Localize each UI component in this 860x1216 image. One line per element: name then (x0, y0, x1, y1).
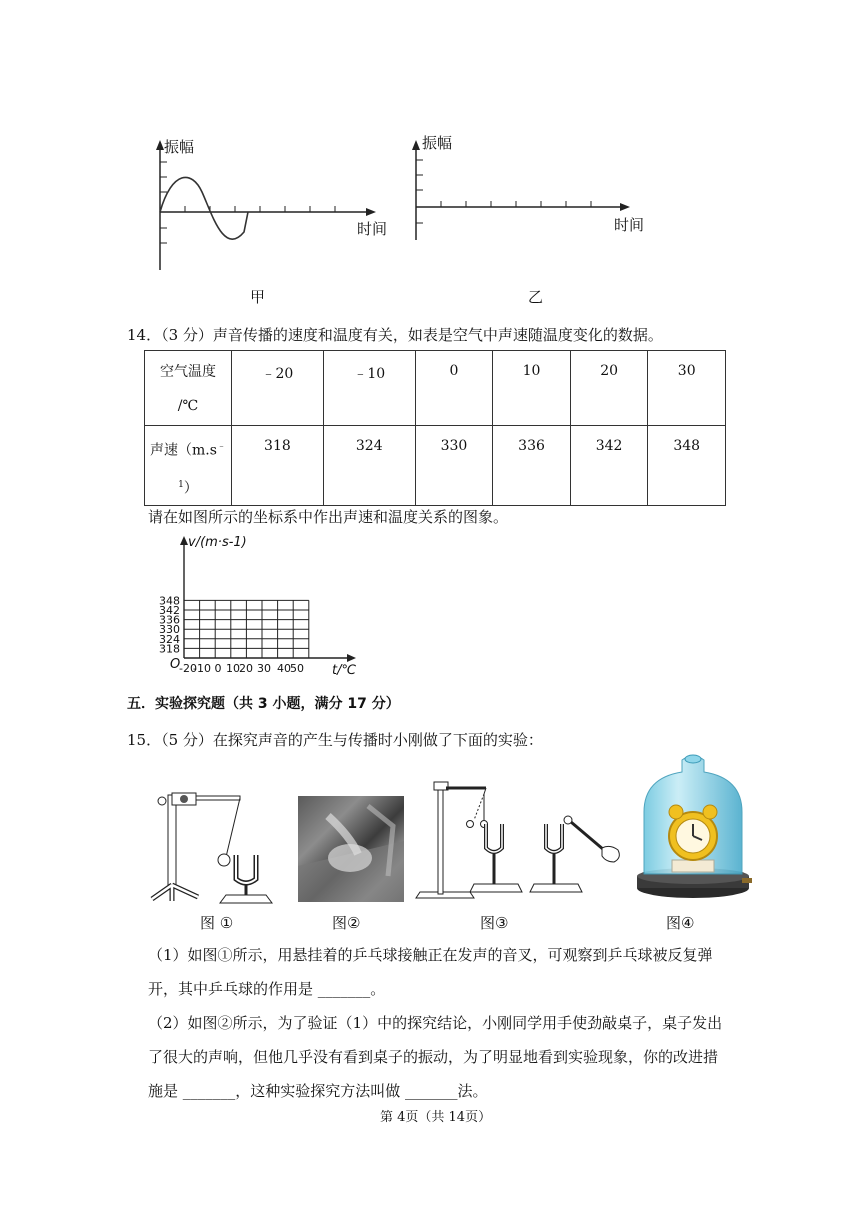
table-cell: 0 (415, 351, 493, 426)
table-header-speed: 声速（m.s﹣ $^1$） (145, 426, 232, 506)
x-tick-label: 30 (257, 662, 271, 675)
graph-yi-ylabel: 振幅 (422, 134, 453, 152)
table-row (145, 351, 726, 426)
x-tick-label: 50 (290, 662, 304, 675)
q14-score: （3 分） (161, 326, 213, 344)
y-tick-label: 336 (159, 613, 180, 627)
table-cell: 324 (323, 426, 415, 506)
speed-table (144, 350, 726, 506)
q15-sub2-line3: 施是 _______，这种实验探究方法叫做 _______法。 (148, 1082, 488, 1100)
graph-yi-xlabel: 时间 (614, 216, 645, 234)
graph-jia-ylabel: 振幅 (164, 138, 195, 156)
table-cell: 342 (570, 426, 648, 506)
x-axis-arrow (347, 654, 356, 662)
graph-yi (396, 130, 656, 280)
origin-label: O (170, 657, 181, 672)
figure-4-label: 图④ (666, 914, 695, 932)
x-tick-label: 20 (239, 662, 253, 675)
x-axis-label: t/℃ (332, 663, 357, 678)
x-tick-label: 40 (277, 662, 291, 675)
y-tick-label: 318 (159, 642, 180, 656)
y-tick-label: 348 (159, 594, 180, 608)
graph-jia-caption: 甲 (250, 288, 266, 306)
x-tick-label: 0 (214, 662, 222, 675)
y-axis-label: v/(m·s-1) (188, 535, 247, 550)
y-tick-label: 342 (159, 604, 180, 617)
q15-line: 15．（5 分）在探究声音的产生与传播时小刚做了下面的实验： (127, 731, 543, 749)
table-cell: 30 (648, 351, 726, 426)
table-cell: 318 (232, 426, 324, 506)
q15-sub2-line1: （2）如图②所示，为了验证（1）中的探究结论，小刚同学用手使劲敲桌子，桌子发出 (148, 1014, 723, 1032)
speed-temperature-grid (150, 532, 370, 682)
page-footer: 第 4页（共 14页） (380, 1110, 492, 1125)
section-5-title: 五．实验探究题（共 3 小题，满分 17 分） (127, 696, 400, 712)
graph-yi-caption: 乙 (528, 288, 544, 306)
table-header-temperature: 空气温度 /℃ (145, 351, 232, 426)
figure-1-label: 图 ① (200, 914, 234, 932)
q15-sub2-line2: 了很大的声响，但他几乎没有看到桌子的振动，为了明显地看到实验现象，你的改进措 (148, 1048, 719, 1066)
y-tick-label: 330 (159, 623, 180, 637)
figure-1-ball-tuning-fork (148, 785, 288, 907)
figure-4-bell-jar-clock (632, 752, 754, 902)
figure-2-desk-photo (298, 796, 404, 902)
q14-text: 声音传播的速度和温度有关，如表是空气中声速随温度变化的数据。 (212, 326, 663, 344)
table-cell: ﹣20 (232, 351, 324, 426)
table-cell: ﹣10 (323, 351, 415, 426)
table-cell: 336 (493, 426, 571, 506)
figure-2-label: 图② (332, 914, 361, 932)
table-row (145, 426, 726, 506)
x-tick-label: -10 (193, 662, 211, 675)
q15-sub1-line2: 开，其中乒乓球的作用是 _______。 (148, 980, 386, 998)
table-cell: 10 (493, 351, 571, 426)
y-tick-label: 324 (159, 632, 180, 646)
table-cell: 348 (648, 426, 726, 506)
q14-line (127, 326, 663, 344)
figure-3-label: 图③ (480, 914, 509, 932)
table-cell: 20 (570, 351, 648, 426)
x-tick-label: 10 (226, 662, 240, 675)
graph-jia-xlabel: 时间 (357, 220, 388, 238)
table-cell: 330 (415, 426, 493, 506)
figure-3-two-tuning-forks (414, 778, 654, 906)
q14-instruction: 请在如图所示的坐标系中作出声速和温度关系的图象。 (148, 508, 509, 526)
q14-number: 14． (127, 326, 162, 344)
y-axis-arrow (180, 536, 188, 545)
q15-sub1-line1: （1）如图①所示，用悬挂着的乒乓球接触正在发声的音叉，可观察到乒乓球被反复弹 (148, 946, 713, 964)
x-tick-label: -20 (179, 662, 197, 675)
